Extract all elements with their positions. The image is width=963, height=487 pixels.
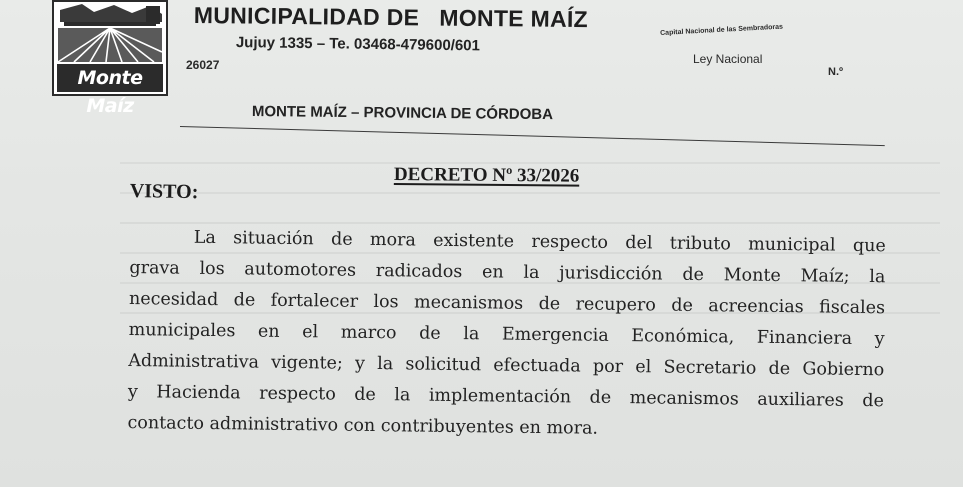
capital-tag: Capital Nacional de las Sembradoras [660, 23, 784, 37]
body-line: La situación de mora existente respecto del tributo municipal que [193, 227, 886, 257]
body-line: Administrativa vigente; y la solicitud efectuada por el Secretario de Gobierno [128, 350, 885, 381]
header-divider [180, 126, 885, 146]
logo-fields-icon [54, 2, 166, 66]
body-line: necesidad de fortalecer los mecanismos de recupero de acreencias fiscales [128, 288, 886, 319]
body-line: y Hacienda respecto de la implementación de mecanismos auxiliares de [127, 381, 884, 412]
ley-nacional-label: Ley Nacional [693, 52, 763, 66]
municipality-title: MUNICIPALIDAD DE MONTE MAÍZ [193, 2, 589, 33]
numero-label: N.º [828, 66, 844, 78]
municipality-logo [52, 0, 168, 117]
body-line: municipales en el marco de la Emergencia Económica, Financiera y [128, 319, 885, 350]
municipality-address: Jujuy 1335 – Te. 03468-479600/601 [235, 34, 481, 55]
decree-title: DECRETO Nº 33/2026 [393, 164, 580, 187]
decree-body [127, 222, 886, 448]
body-line: grava los automotores radicados en la jurisdicción de Monte Maíz; la [129, 257, 886, 288]
body-line: contacto administrativo con contribuyentes en mora. [127, 412, 599, 439]
logo-wordmark: Monte Maíz [57, 64, 163, 92]
province-line: MONTE MAÍZ – PROVINCIA DE CÓRDOBA [251, 103, 554, 124]
visto-heading: VISTO: [129, 180, 199, 204]
postal-code: 26027 [186, 58, 220, 72]
